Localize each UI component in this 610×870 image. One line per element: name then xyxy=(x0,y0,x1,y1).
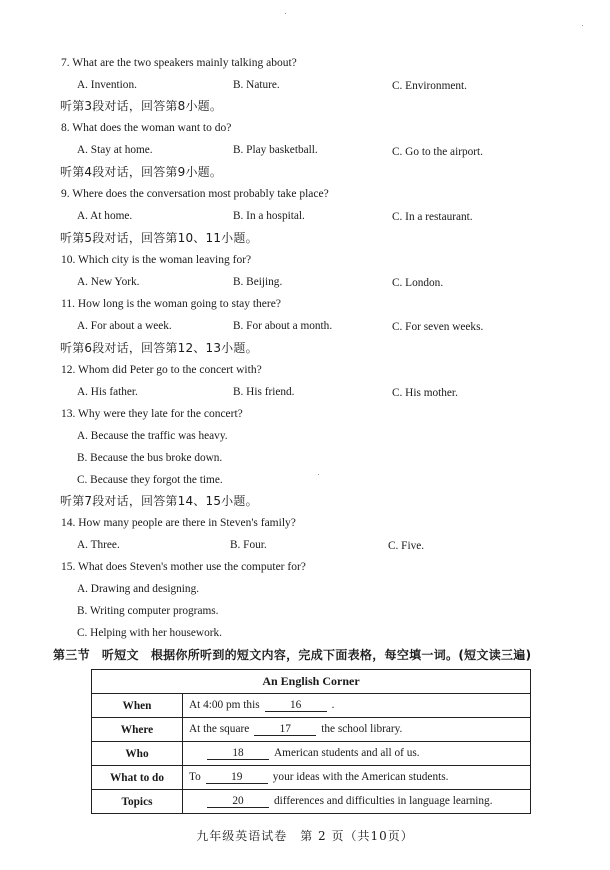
row-text-after: the school library. xyxy=(321,723,403,735)
scan-speck xyxy=(582,25,583,26)
row-content xyxy=(183,766,531,790)
row-text-before: At 4:00 pm this xyxy=(189,699,260,711)
q12-option-a: A. His father. xyxy=(77,386,138,398)
table-row-when xyxy=(92,694,531,718)
row-content xyxy=(183,742,531,766)
q9-option-b: B. In a hospital. xyxy=(233,210,305,222)
q15-option-c: C. Helping with her housework. xyxy=(77,627,222,639)
question-12: 12. Whom did Peter go to the concert with? xyxy=(61,364,262,376)
row-content xyxy=(183,790,531,814)
table-row-who xyxy=(92,742,531,766)
table-row-where xyxy=(92,718,531,742)
q11-option-b: B. For about a month. xyxy=(233,320,333,332)
row-label: Topics xyxy=(92,790,183,814)
section-3-heading xyxy=(53,648,531,662)
row-text-after: American students and all of us. xyxy=(274,747,420,759)
answer-blank-16[interactable]: 16 xyxy=(265,699,327,712)
q10-option-c: C. London. xyxy=(392,277,444,289)
row-label: Who xyxy=(92,742,183,766)
row-text-before: At the square xyxy=(189,723,250,735)
question-14: 14. How many people are there in Steven's family? xyxy=(61,517,296,529)
table-row-topics xyxy=(92,790,531,814)
page-footer: 九年级英语试卷 第 2 页（共10页） xyxy=(196,829,414,843)
answer-blank-17[interactable]: 17 xyxy=(254,723,316,736)
dialogue-5-header: 听第5段对话，回答第10、11小题。 xyxy=(60,231,258,245)
section-3-instruction: 根据你所听到的短文内容，完成下面表格，每空填一词。(短文读三遍) xyxy=(150,648,532,662)
q14-option-c: C. Five. xyxy=(388,540,425,552)
scan-speck xyxy=(318,474,319,475)
question-10: 10. Which city is the woman leaving for? xyxy=(61,254,252,266)
q13-option-b: B. Because the bus broke down. xyxy=(77,452,223,464)
q15-option-a: A. Drawing and designing. xyxy=(77,583,200,595)
q12-option-b: B. His friend. xyxy=(233,386,295,398)
question-7: 7. What are the two speakers mainly talking about? xyxy=(61,57,297,69)
row-label: Where xyxy=(92,718,183,742)
dialogue-7-header: 听第7段对话，回答第14、15小题。 xyxy=(60,494,258,508)
q13-option-c: C. Because they forgot the time. xyxy=(77,474,223,486)
table-title: An English Corner xyxy=(92,670,531,694)
english-corner-table xyxy=(91,669,531,814)
q8-option-b: B. Play basketball. xyxy=(233,144,318,156)
scan-speck xyxy=(285,13,286,14)
answer-blank-19[interactable]: 19 xyxy=(206,771,268,784)
row-content xyxy=(183,718,531,742)
section-3-label: 第三节 xyxy=(53,648,90,662)
q13-option-a: A. Because the traffic was heavy. xyxy=(77,430,228,442)
q7-option-c: C. Environment. xyxy=(392,80,467,92)
q11-option-a: A. For about a week. xyxy=(77,320,172,332)
q7-option-a: A. Invention. xyxy=(77,79,137,91)
row-content xyxy=(183,694,531,718)
row-label: When xyxy=(92,694,183,718)
dialogue-4-header: 听第4段对话，回答第9小题。 xyxy=(60,165,223,179)
q11-option-c: C. For seven weeks. xyxy=(392,321,484,333)
question-9: 9. Where does the conversation most probably take place? xyxy=(61,188,329,200)
q15-option-b: B. Writing computer programs. xyxy=(77,605,219,617)
q10-option-a: A. New York. xyxy=(77,276,140,288)
q14-option-a: A. Three. xyxy=(77,539,120,551)
q10-option-b: B. Beijing. xyxy=(233,276,283,288)
q7-option-b: B. Nature. xyxy=(233,79,280,91)
row-text-after: your ideas with the American students. xyxy=(272,771,449,783)
q12-option-c: C. His mother. xyxy=(392,387,458,399)
question-11: 11. How long is the woman going to stay there? xyxy=(61,298,281,310)
row-label: What to do xyxy=(92,766,183,790)
question-8: 8. What does the woman want to do? xyxy=(61,122,232,134)
q9-option-a: A. At home. xyxy=(77,210,133,222)
row-text-after: differences and difficulties in language learning. xyxy=(274,795,493,807)
row-text-after: . xyxy=(331,699,335,711)
q14-option-b: B. Four. xyxy=(230,539,267,551)
answer-blank-20[interactable]: 20 xyxy=(207,795,269,808)
dialogue-3-header: 听第3段对话，回答第8小题。 xyxy=(60,99,223,113)
dialogue-6-header: 听第6段对话，回答第12、13小题。 xyxy=(60,341,258,355)
table-row-what-to-do xyxy=(92,766,531,790)
answer-blank-18[interactable]: 18 xyxy=(207,747,269,760)
q9-option-c: C. In a restaurant. xyxy=(392,211,473,223)
question-13: 13. Why were they late for the concert? xyxy=(61,408,243,420)
q8-option-c: C. Go to the airport. xyxy=(392,146,483,158)
q8-option-a: A. Stay at home. xyxy=(77,144,153,156)
row-text-before: To xyxy=(189,771,201,783)
section-3-type: 听短文 xyxy=(101,648,139,662)
question-15: 15. What does Steven's mother use the computer for? xyxy=(61,561,306,573)
